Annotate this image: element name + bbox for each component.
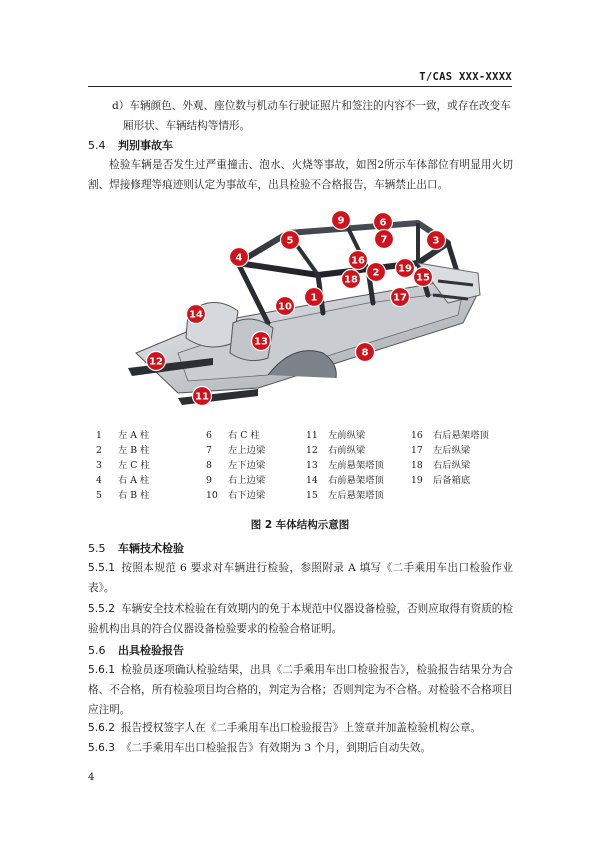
- legend-item: 5 右 B 柱: [96, 490, 150, 501]
- marker-label: 11: [195, 391, 209, 403]
- figure-marker: [147, 352, 166, 371]
- marker-label: 14: [189, 309, 203, 321]
- figure-marker: [342, 270, 361, 289]
- car-body-figure: [118, 203, 490, 423]
- figure-marker: [230, 248, 249, 267]
- marker-label: 18: [344, 274, 358, 286]
- clause-5-6-2: [88, 718, 513, 738]
- legend-item: 16 右后悬架塔顶: [411, 430, 489, 441]
- legend-item: 18 右后纵梁: [411, 460, 471, 471]
- clause-number: 5.5.1: [88, 562, 115, 574]
- legend-item: 17 左后纵梁: [411, 445, 471, 456]
- marker-label: 10: [278, 301, 292, 313]
- figure-marker: [367, 263, 386, 282]
- page-number: 4: [88, 772, 95, 783]
- section-number: 5.4: [88, 139, 106, 152]
- legend-item: 4 右 A 柱: [96, 475, 150, 486]
- legend-item: 7 左上边梁: [206, 445, 266, 456]
- section-5-5-heading: [88, 540, 184, 556]
- car-body-shell: [128, 223, 480, 405]
- legend-item: 3 左 C 柱: [96, 460, 150, 471]
- section-5-4-body: 检验车辆是否发生过严重撞击、泡水、火烧等事故，如图2所示车体部位有明显用火切割、焊接修理等痕迹则认定为事故车，出具检验不合格报告，车辆禁止出口。: [88, 159, 513, 191]
- legend-item: 1 左 A 柱: [96, 430, 150, 441]
- legend-row: [96, 472, 516, 487]
- legend-row: [96, 427, 516, 442]
- figure-marker: [281, 231, 300, 250]
- legend-item: 9 右上边梁: [206, 475, 266, 486]
- section-number: 5.6: [88, 644, 106, 657]
- marker-label: 1: [310, 292, 318, 304]
- figure-marker: [391, 288, 410, 307]
- figure-marker: [374, 213, 393, 232]
- legend-row: [96, 442, 516, 457]
- section-title: 车辆技术检验: [118, 542, 184, 555]
- legend-item: 12 右前纵梁: [306, 445, 366, 456]
- standard-code: T/CAS XXX-XXXX: [419, 71, 512, 83]
- figure-marker: [305, 288, 324, 307]
- marker-label: 13: [254, 336, 268, 348]
- figure-marker: [276, 297, 295, 316]
- figure-marker: [349, 251, 368, 270]
- clause-number: 5.5.2: [88, 603, 115, 615]
- legend-item: 2 左 B 柱: [96, 445, 150, 456]
- clause-5-6-1: [88, 660, 513, 720]
- marker-label: 3: [432, 235, 440, 247]
- item-d: [112, 96, 522, 136]
- marker-label: 12: [149, 356, 163, 368]
- legend-item: 13 左前悬架塔顶: [306, 460, 384, 471]
- clause-text: 车辆安全技术检验在有效期内的免于本规范中仪器设备检验，否则应取得有资质的检验机构出具的符合仪器设备检验要求的检验合格证明。: [88, 603, 513, 635]
- legend-item: 10 右下边梁: [206, 490, 266, 501]
- section-5-4-heading: [88, 137, 173, 153]
- marker-label: 19: [398, 263, 412, 275]
- clause-5-6-3: [88, 738, 513, 758]
- marker-label: 8: [361, 347, 369, 359]
- figure-marker: [396, 259, 415, 278]
- section-5-6-heading: [88, 642, 184, 658]
- clause-text: 检验员逐项确认检验结果，出具《二手乘用车出口检验报告》，检验报告结果分为合格、不合格，所有检验项目均合格的，判定为合格；否则判定为不合格。对检验不合格项目应注明。: [88, 664, 513, 716]
- marker-label: 16: [351, 255, 365, 267]
- clause-text: 《二手乘用车出口检验报告》有效期为 3 个月，到期后自动失效。: [120, 742, 432, 754]
- figure-marker: [252, 332, 271, 351]
- legend-item: 19 后备箱底: [411, 475, 471, 486]
- figure-marker: [187, 305, 206, 324]
- clause-5-5-1: [88, 558, 513, 598]
- figure-marker: [193, 387, 212, 406]
- legend-item: 8 左下边梁: [206, 460, 266, 471]
- figure-marker: [375, 230, 394, 249]
- marker-label: 6: [379, 217, 387, 229]
- figure-marker: [356, 343, 375, 362]
- legend-item: 14 右前悬架塔顶: [306, 475, 384, 486]
- clause-number: 5.6.2: [88, 722, 115, 734]
- clause-number: 5.6.1: [88, 664, 115, 676]
- marker-label: 2: [372, 267, 380, 279]
- figure-legend: [96, 427, 516, 502]
- clause-5-5-2: [88, 599, 513, 639]
- figure-marker: [414, 268, 433, 287]
- item-d-line1: d）车辆颜色、外观、座位数与机动车行驶证照片和签注的内容不一致，或存在改变车: [112, 100, 511, 112]
- legend-item: 11 左前纵梁: [306, 430, 366, 441]
- section-title: 出具检验报告: [118, 644, 184, 657]
- clause-text: 按照本规范 6 要求对车辆进行检验，参照附录 A 填写《二手乘用车出口检验作业表》。: [88, 562, 513, 594]
- clause-text: 报告授权签字人在《二手乘用车出口检验报告》上签章并加盖检验机构公章。: [120, 722, 482, 734]
- clause-number: 5.6.3: [88, 742, 115, 754]
- section-number: 5.5: [88, 542, 106, 555]
- marker-label: 4: [235, 252, 243, 264]
- marker-label: 15: [416, 272, 430, 284]
- legend-item: 15 左后悬架塔顶: [306, 490, 384, 501]
- figure-marker: [427, 231, 446, 250]
- item-d-line2: 厢形状、车辆结构等情形。: [123, 120, 251, 132]
- marker-label: 17: [393, 292, 407, 304]
- figure-marker: [332, 211, 351, 230]
- legend-row: [96, 457, 516, 472]
- figure-caption: 图 2 车体结构示意图: [250, 519, 350, 531]
- header-rule: [88, 86, 512, 87]
- legend-item: 6 右 C 柱: [206, 430, 260, 441]
- marker-label: 9: [337, 215, 345, 227]
- section-title: 判别事故车: [118, 139, 173, 152]
- marker-label: 5: [286, 235, 294, 247]
- legend-row: [96, 487, 516, 502]
- marker-label: 7: [380, 234, 388, 246]
